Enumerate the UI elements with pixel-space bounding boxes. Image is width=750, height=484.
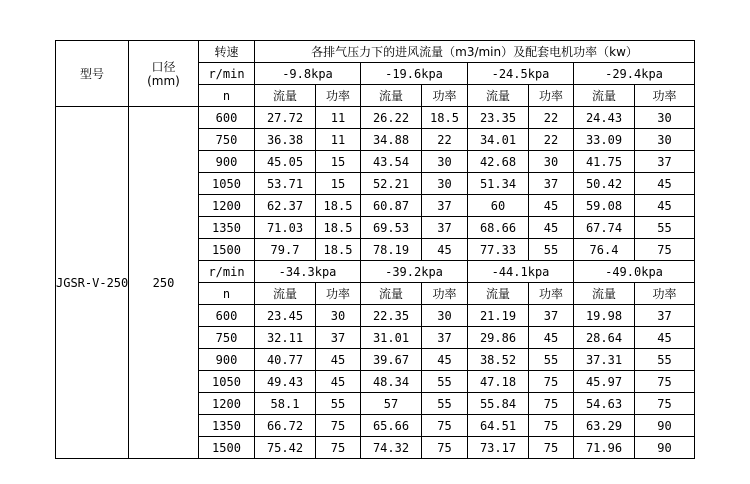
pressure-header: -29.4kpa	[574, 63, 695, 85]
power-cell: 18.5	[422, 107, 468, 129]
speed-cell: 1350	[199, 415, 255, 437]
power-header: 功率	[635, 85, 695, 107]
flow-cell: 26.22	[361, 107, 422, 129]
flow-cell: 63.29	[574, 415, 635, 437]
flow-cell: 64.51	[468, 415, 529, 437]
power-cell: 75	[422, 437, 468, 459]
pressure-header: -49.0kpa	[574, 261, 695, 283]
caliber-label: 口径	[151, 59, 176, 74]
power-cell: 37	[422, 217, 468, 239]
power-cell: 11	[316, 129, 361, 151]
power-cell: 22	[422, 129, 468, 151]
caliber-unit: (mm)	[147, 73, 180, 88]
flow-header: 流量	[574, 85, 635, 107]
power-header: 功率	[316, 283, 361, 305]
power-cell: 45	[635, 195, 695, 217]
flow-cell: 28.64	[574, 327, 635, 349]
flow-cell: 33.09	[574, 129, 635, 151]
power-cell: 75	[529, 415, 574, 437]
speed-cell: 1500	[199, 437, 255, 459]
flow-cell: 62.37	[255, 195, 316, 217]
power-cell: 22	[529, 107, 574, 129]
flow-cell: 78.19	[361, 239, 422, 261]
speed-cell: 750	[199, 327, 255, 349]
power-cell: 45	[316, 349, 361, 371]
flow-cell: 40.77	[255, 349, 316, 371]
rpm-unit-label: r/min	[199, 63, 255, 85]
power-header: 功率	[422, 283, 468, 305]
speed-header: 转速	[199, 41, 255, 63]
power-header: 功率	[422, 85, 468, 107]
power-cell: 45	[422, 349, 468, 371]
flow-cell: 45.97	[574, 371, 635, 393]
pressure-header: -39.2kpa	[361, 261, 468, 283]
speed-cell: 600	[199, 107, 255, 129]
flow-cell: 58.1	[255, 393, 316, 415]
power-cell: 45	[422, 239, 468, 261]
power-cell: 55	[635, 217, 695, 239]
power-cell: 11	[316, 107, 361, 129]
fan-performance-table	[55, 40, 695, 459]
speed-cell: 1200	[199, 393, 255, 415]
flow-cell: 27.72	[255, 107, 316, 129]
power-cell: 55	[316, 393, 361, 415]
power-cell: 90	[635, 437, 695, 459]
speed-cell: 1350	[199, 217, 255, 239]
flow-cell: 57	[361, 393, 422, 415]
power-cell: 22	[529, 129, 574, 151]
flow-cell: 52.21	[361, 173, 422, 195]
rpm-unit-label: r/min	[199, 261, 255, 283]
power-header: 功率	[529, 85, 574, 107]
power-cell: 75	[529, 437, 574, 459]
speed-cell: 750	[199, 129, 255, 151]
caliber-cell: 250	[129, 107, 199, 459]
model-cell: JGSR-V-250	[56, 107, 129, 459]
power-cell: 45	[635, 327, 695, 349]
power-cell: 75	[422, 415, 468, 437]
power-cell: 55	[422, 371, 468, 393]
power-cell: 30	[422, 151, 468, 173]
power-header: 功率	[529, 283, 574, 305]
flow-cell: 53.71	[255, 173, 316, 195]
flow-cell: 73.17	[468, 437, 529, 459]
flow-cell: 51.34	[468, 173, 529, 195]
flow-header: 流量	[361, 283, 422, 305]
flow-header: 流量	[574, 283, 635, 305]
power-cell: 37	[316, 327, 361, 349]
power-cell: 30	[422, 305, 468, 327]
flow-cell: 34.01	[468, 129, 529, 151]
flow-cell: 60.87	[361, 195, 422, 217]
power-cell: 55	[529, 349, 574, 371]
flow-header: 流量	[468, 283, 529, 305]
flow-cell: 41.75	[574, 151, 635, 173]
speed-cell: 1500	[199, 239, 255, 261]
flow-cell: 77.33	[468, 239, 529, 261]
flow-cell: 43.54	[361, 151, 422, 173]
flow-cell: 74.32	[361, 437, 422, 459]
n-label: n	[199, 283, 255, 305]
flow-cell: 29.86	[468, 327, 529, 349]
flow-cell: 23.35	[468, 107, 529, 129]
power-cell: 30	[635, 107, 695, 129]
power-cell: 75	[635, 371, 695, 393]
speed-cell: 1200	[199, 195, 255, 217]
flow-cell: 39.67	[361, 349, 422, 371]
flow-cell: 71.96	[574, 437, 635, 459]
flow-cell: 31.01	[361, 327, 422, 349]
model-header: 型号	[56, 41, 129, 107]
flow-cell: 34.88	[361, 129, 422, 151]
flow-header: 流量	[361, 85, 422, 107]
flow-header: 流量	[468, 85, 529, 107]
power-cell: 15	[316, 151, 361, 173]
speed-cell: 900	[199, 151, 255, 173]
power-cell: 18.5	[316, 195, 361, 217]
speed-cell: 1050	[199, 371, 255, 393]
power-cell: 55	[635, 349, 695, 371]
flow-cell: 50.42	[574, 173, 635, 195]
power-header: 功率	[635, 283, 695, 305]
flow-cell: 71.03	[255, 217, 316, 239]
flow-cell: 79.7	[255, 239, 316, 261]
power-cell: 37	[635, 305, 695, 327]
power-cell: 37	[529, 305, 574, 327]
pressure-header: -24.5kpa	[468, 63, 574, 85]
power-cell: 30	[529, 151, 574, 173]
n-label: n	[199, 85, 255, 107]
flow-cell: 68.66	[468, 217, 529, 239]
flow-cell: 37.31	[574, 349, 635, 371]
power-cell: 18.5	[316, 239, 361, 261]
power-cell: 30	[316, 305, 361, 327]
flow-cell: 36.38	[255, 129, 316, 151]
power-cell: 45	[529, 327, 574, 349]
power-cell: 75	[635, 239, 695, 261]
flow-cell: 22.35	[361, 305, 422, 327]
power-cell: 75	[316, 415, 361, 437]
power-cell: 37	[422, 195, 468, 217]
flow-cell: 21.19	[468, 305, 529, 327]
flow-cell: 76.4	[574, 239, 635, 261]
flow-header: 流量	[255, 283, 316, 305]
flow-header: 流量	[255, 85, 316, 107]
power-cell: 55	[529, 239, 574, 261]
pressure-header: -19.6kpa	[361, 63, 468, 85]
table-row	[56, 107, 695, 129]
power-cell: 30	[422, 173, 468, 195]
flow-cell: 65.66	[361, 415, 422, 437]
table-title: 各排气压力下的进风流量（m3/min）及配套电机功率（kw）	[255, 41, 695, 63]
flow-cell: 24.43	[574, 107, 635, 129]
pressure-header: -34.3kpa	[255, 261, 361, 283]
power-header: 功率	[316, 85, 361, 107]
power-cell: 75	[316, 437, 361, 459]
power-cell: 18.5	[316, 217, 361, 239]
power-cell: 15	[316, 173, 361, 195]
flow-cell: 66.72	[255, 415, 316, 437]
power-cell: 45	[529, 195, 574, 217]
speed-cell: 900	[199, 349, 255, 371]
caliber-header	[129, 41, 199, 107]
flow-cell: 32.11	[255, 327, 316, 349]
speed-cell: 600	[199, 305, 255, 327]
flow-cell: 75.42	[255, 437, 316, 459]
power-cell: 75	[635, 393, 695, 415]
power-cell: 45	[529, 217, 574, 239]
flow-cell: 55.84	[468, 393, 529, 415]
flow-cell: 19.98	[574, 305, 635, 327]
speed-cell: 1050	[199, 173, 255, 195]
pressure-header: -44.1kpa	[468, 261, 574, 283]
power-cell: 37	[635, 151, 695, 173]
table-body	[56, 41, 695, 459]
header-row-speed	[56, 41, 695, 63]
power-cell: 45	[316, 371, 361, 393]
power-cell: 45	[635, 173, 695, 195]
flow-cell: 38.52	[468, 349, 529, 371]
power-cell: 37	[529, 173, 574, 195]
power-cell: 55	[422, 393, 468, 415]
flow-cell: 45.05	[255, 151, 316, 173]
flow-cell: 23.45	[255, 305, 316, 327]
flow-cell: 54.63	[574, 393, 635, 415]
flow-cell: 69.53	[361, 217, 422, 239]
pressure-header: -9.8kpa	[255, 63, 361, 85]
power-cell: 37	[422, 327, 468, 349]
flow-cell: 49.43	[255, 371, 316, 393]
flow-cell: 48.34	[361, 371, 422, 393]
flow-cell: 59.08	[574, 195, 635, 217]
flow-cell: 67.74	[574, 217, 635, 239]
power-cell: 75	[529, 393, 574, 415]
flow-cell: 47.18	[468, 371, 529, 393]
flow-cell: 60	[468, 195, 529, 217]
power-cell: 90	[635, 415, 695, 437]
power-cell: 30	[635, 129, 695, 151]
flow-cell: 42.68	[468, 151, 529, 173]
power-cell: 75	[529, 371, 574, 393]
